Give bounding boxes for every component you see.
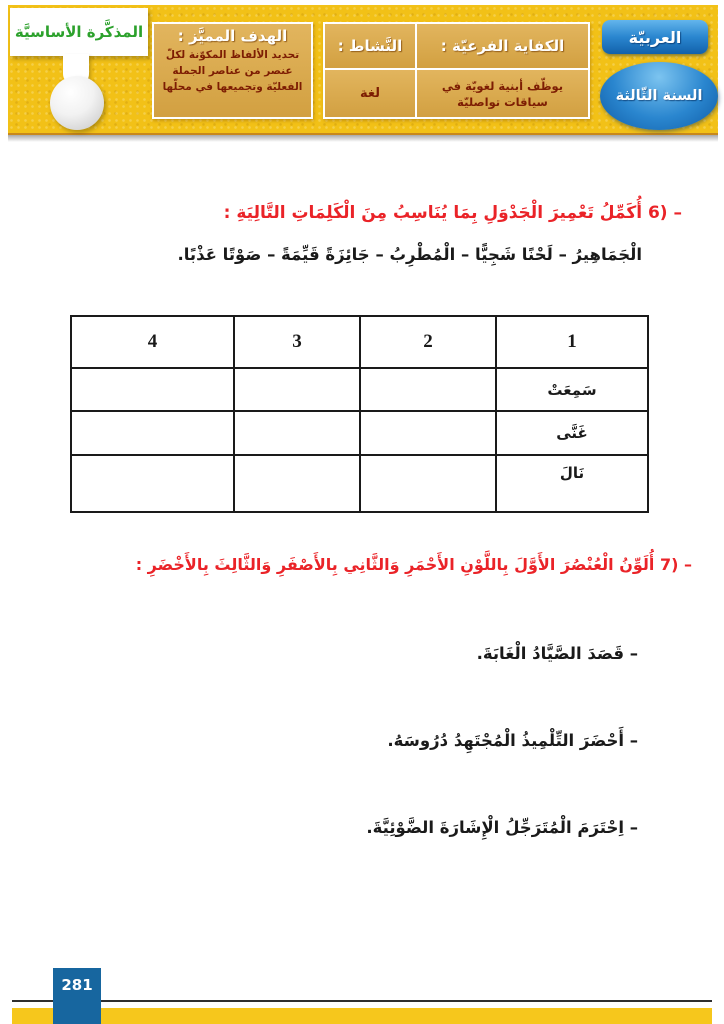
exercise7-prompt-text: أُلَوِّنُ الْعُنْصُرَ الأَوَّلَ بِاللَّوْنِ الأَحْمَرِ وَالثَّانِي بِالأَصْفَرِ وَالثَّالِثَ بِالأَخْضَرِ : [135, 555, 655, 574]
header-shadow [8, 135, 718, 142]
table-header-col1: 1 [496, 316, 648, 368]
page-number-badge [53, 968, 101, 1024]
empty-answer-cell [360, 368, 496, 411]
activity-title: النَّشاط : [337, 37, 403, 55]
activity-competency-box [323, 22, 590, 119]
page-number: 281 [61, 976, 93, 994]
empty-answer-cell [360, 411, 496, 455]
competency-title: الكفاية الفرعيّة : [440, 37, 565, 55]
memo-label: المذكَّرة الأساسيَّة [14, 23, 144, 41]
subject-badge [602, 20, 708, 54]
subject-badge-label: العربيّة [628, 27, 682, 47]
activity-title-cell [325, 24, 415, 68]
empty-answer-cell [234, 368, 360, 411]
activity-value: لغة [359, 86, 381, 101]
table-header-col3: 3 [234, 316, 360, 368]
competency-value: يوظّف أبنية لغويّة في سياقات تواصليّة [441, 79, 564, 109]
activity-value-cell [325, 70, 415, 117]
exercise6-word-bank: الْجَمَاهِيرُ – لَحْنًا شَجِيًّا – الْمُطْرِبُ – جَائِزَةً قَيِّمَةً – صَوْتًا عَذْبًا. [177, 245, 642, 264]
row-label: سَمِعَتْ [496, 368, 648, 411]
empty-answer-cell [71, 411, 234, 455]
goal-title: الهدف المميَّز : [177, 27, 288, 45]
memo-banner [10, 8, 148, 56]
empty-answer-cell [71, 368, 234, 411]
table-row [71, 368, 648, 411]
empty-answer-cell [71, 455, 234, 512]
table-header-col4: 4 [71, 316, 234, 368]
exercise7-number: 7) – [659, 555, 692, 574]
table-row [71, 411, 648, 455]
table-header-row [71, 316, 648, 368]
exercise6-table [70, 315, 649, 513]
competency-value-cell [417, 70, 588, 117]
pin-ball-shape [50, 76, 104, 130]
footer-yellow-bar [12, 1008, 712, 1024]
empty-answer-cell [234, 411, 360, 455]
exercise7-sentence-2: – أَحْضَرَ التِّلْمِيذُ الْمُجْتَهِدُ دُرُوسَهُ. [387, 731, 638, 750]
empty-answer-cell [234, 455, 360, 512]
goal-box [152, 22, 313, 119]
exercise6-prompt [224, 198, 682, 228]
exercise7-sentence-1: – قَصَدَ الصَّيَّادُ الْغَابَةَ. [476, 644, 638, 663]
table-header-col2: 2 [360, 316, 496, 368]
exercise7-prompt [136, 550, 692, 580]
goal-body: تحديد الألفاظ المكوّنة لكلّ عنصر من عناصر الجملة الفعليّة وتجميعها في محلّها [162, 49, 303, 93]
row-label: نَالَ [496, 455, 648, 512]
empty-answer-cell [360, 455, 496, 512]
competency-title-cell [417, 24, 588, 68]
table-row [71, 455, 648, 512]
footer-rule [12, 1000, 712, 1002]
year-badge [600, 62, 718, 130]
exercise7-sentence-3: – اِحْتَرَمَ الْمُتَرَجِّلُ الْإِشَارَةَ الضَّوْئِيَّةَ. [366, 818, 638, 837]
year-badge-label: السنة الثّالثة [615, 88, 703, 104]
row-label: غَنَّى [496, 411, 648, 455]
exercise6-prompt-text: أُكَمِّلُ تَعْمِيرَ الْجَدْوَلِ بِمَا يُنَاسِبُ مِنَ الْكَلِمَاتِ التَّالِيَةِ : [223, 203, 643, 223]
exercise6-number: 6) – [647, 203, 682, 223]
